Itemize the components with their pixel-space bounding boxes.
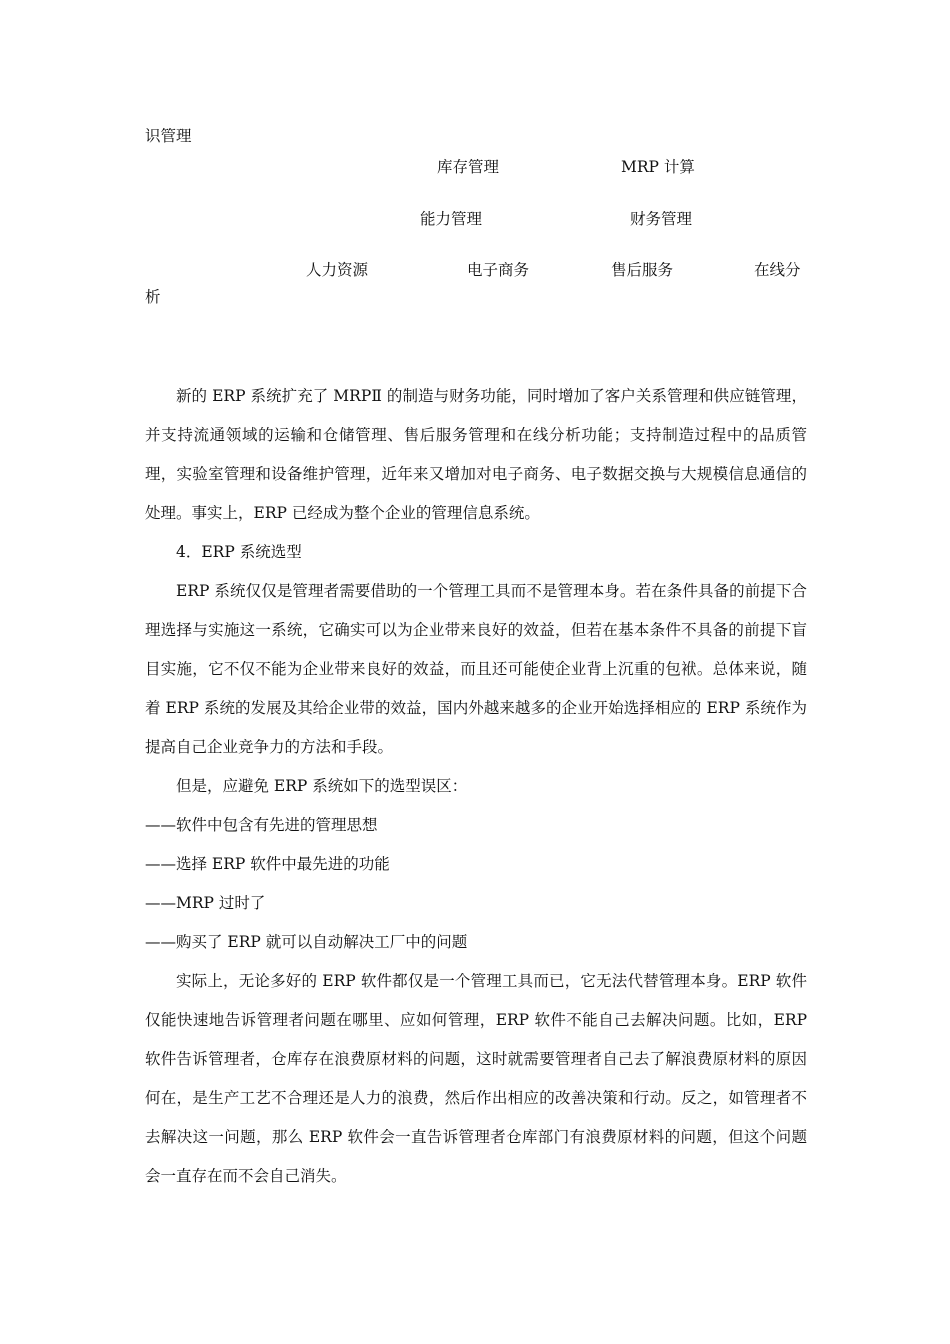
diagram-label-aftersales: 售后服务 [611, 261, 674, 279]
list-item: ——MRP 过时了 [145, 894, 266, 912]
section-heading-erp-selection: 4．ERP 系统选型 [176, 543, 302, 561]
paragraph-erp-limitations: 实际上，无论多好的 ERP 软件都仅是一个管理工具而已，它无法代替管理本身。ERP 软件仅能快速地告诉管理者问题在哪里、应如何管理，ERP 软件不能自己去解决问题。比如，ERP 软件告诉管理者，仓库存在浪费原材料的问题，这时就需要管理者自己去了解浪费原材料的原因何在，是生产工艺不合理还是人力的浪费，然后作出相应的改善决策和行动。反之，如管理者不去解决这一问题，那么 ERP 软件会一直告诉管理者仓库部门有浪费原材料的问题，但这个问题会一直存在而不会自己消失。 [145, 972, 807, 1185]
diagram-label-ecommerce: 电子商务 [467, 261, 530, 279]
diagram-label-mrp: MRP 计算 [621, 158, 695, 176]
list-item: ——软件中包含有先进的管理思想 [145, 816, 378, 834]
list-item: ——购买了 ERP 就可以自动解决工厂中的问题 [145, 933, 468, 951]
list-item: ——选择 ERP 软件中最先进的功能 [145, 855, 390, 873]
diagram-label-inventory: 库存管理 [437, 158, 500, 176]
paragraph-selection-pitfalls-intro: 但是，应避免 ERP 系统如下的选型误区： [176, 777, 468, 795]
paragraph-erp-extension: 新的 ERP 系统扩充了 MRPⅡ 的制造与财务功能，同时增加了客户关系管理和供应链管理，并支持流通领域的运输和仓储管理、售后服务管理和在线分析功能；支持制造过程中的品质管理，实验室管理和设备维护管理，近年来又增加对电子商务、电子数据交换与大规模信息通信的处理。事实上，ERP 已经成为整个企业的管理信息系统。 [145, 387, 807, 522]
paragraph-erp-tool: ERP 系统仅仅是管理者需要借助的一个管理工具而不是管理本身。若在条件具备的前提下合理选择与实施这一系统，它确实可以为企业带来良好的效益，但若在基本条件不具备的前提下盲目实施，它不仅不能为企业带来良好的效益，而且还可能使企业背上沉重的包袱。总体来说，随着 ERP 系统的发展及其给企业带的效益，国内外越来越多的企业开始选择相应的 ERP 系统作为提高自己企业竞争力的方法和手段。 [145, 582, 807, 756]
diagram-label-hr: 人力资源 [306, 261, 369, 279]
diagram-label-online-analysis: 在线分 [754, 261, 801, 279]
diagram-label-finance: 财务管理 [630, 210, 693, 228]
diagram-label-online-analysis-cont: 析 [145, 288, 161, 306]
diagram-label-capacity: 能力管理 [420, 210, 483, 228]
diagram-line-tail: 识管理 [145, 127, 192, 145]
